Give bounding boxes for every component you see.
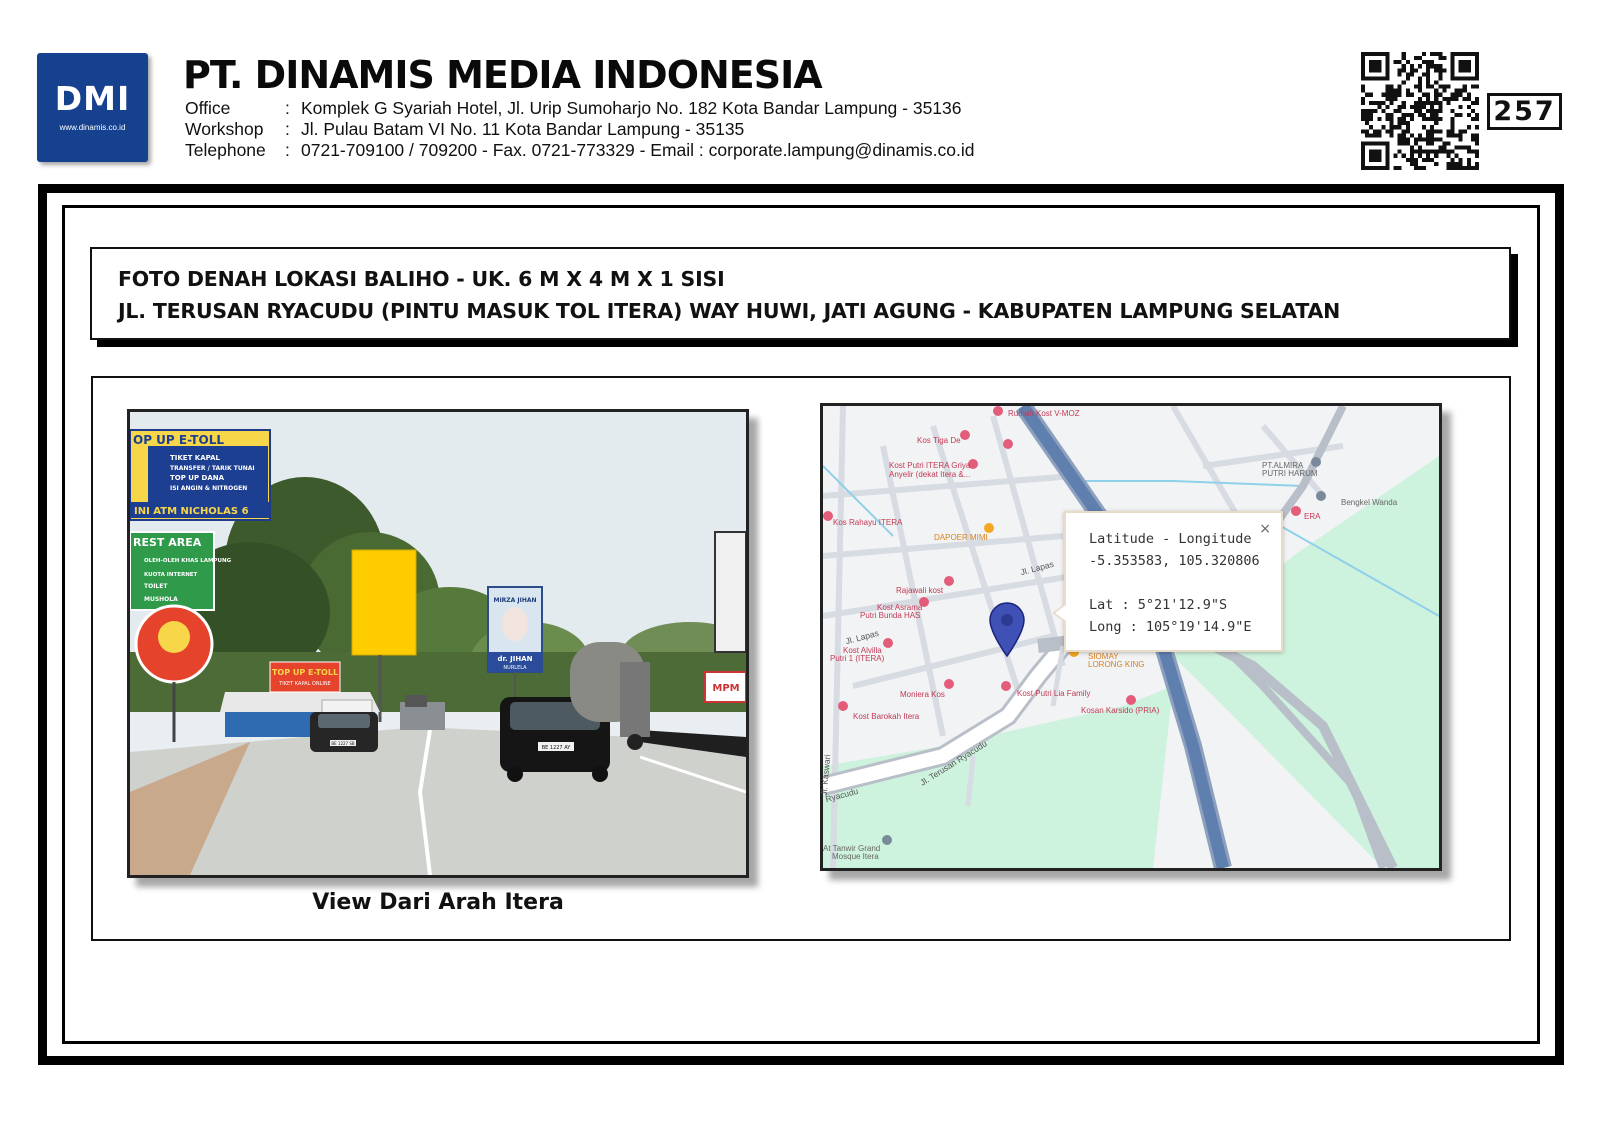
map-label: Rajawali kost [896, 586, 944, 595]
rest-area-line: MUSHOLA [144, 596, 178, 603]
logo-website: www.dinamis.co.id [59, 123, 126, 132]
map-label: ERA [1304, 512, 1321, 521]
road-label: Jl. Lapas [844, 627, 880, 647]
etoll-line: TOP UP DANA [170, 474, 225, 482]
contact-value: Komplek G Syariah Hotel, Jl. Urip Sumoharjo No. 182 Kota Bandar Lampung - 35136 [301, 98, 962, 118]
map-label: Kost Putri ITERA Griya [889, 461, 971, 470]
contact-row-workshop [185, 119, 974, 140]
road-label: Ryacudu [824, 785, 860, 805]
map-label: At Tanwir Grand [823, 844, 881, 853]
map-label: Mosque Itera [832, 852, 879, 861]
map-label: DAPOER MIMI [934, 533, 988, 542]
map-label: Kost Barokah Itera [853, 712, 920, 721]
map-label: Moniera Kos [900, 690, 945, 699]
kiosk-title: TOP UP E-TOLL [271, 668, 339, 677]
contact-row-office [185, 98, 974, 119]
map-label: Kosan Karsido (PRIA) [1081, 706, 1160, 715]
logo-text: DMI [54, 79, 131, 118]
rest-area-line: KUOTA INTERNET [144, 572, 198, 578]
rest-area-title: REST AREA [133, 536, 202, 549]
candidate-name: dr. JIHAN [497, 655, 533, 663]
map-label: Kos Tiga De [917, 436, 961, 445]
svg-text:MPM: MPM [712, 683, 740, 694]
location-photo [127, 409, 749, 878]
popup-coords: -5.353583, 105.320806 [1089, 553, 1260, 569]
title-box [90, 247, 1511, 340]
map-label: Rumah Kost V-MOZ [1008, 409, 1080, 418]
candidate-top-text: MIRZA JIHAN [493, 597, 537, 604]
coordinate-popup [1064, 511, 1283, 652]
kiosk-sign [270, 662, 340, 692]
etoll-line: TRANSFER / TARIK TUNAI [170, 465, 255, 472]
road-label: Jl. Terusan Ryacudu [918, 738, 989, 788]
map-label: Kos Rahayu ITERA [833, 518, 903, 527]
qr-code [1361, 52, 1479, 170]
road-label: Jl. Kaswari [818, 754, 833, 796]
car-plate: BE 1227 AY [541, 745, 571, 751]
photo-caption: View Dari Arah Itera [312, 890, 564, 915]
map-label: PT.ALMIRA [1262, 461, 1304, 470]
title-line-address: JL. TERUSAN RYACUDU (PINTU MASUK TOL ITERA) WAY HUWI, JATI AGUNG - KABUPATEN LAMPUNG SELATAN [118, 299, 1341, 323]
contact-block [185, 98, 974, 161]
kiosk-sub: TIKET KAPAL ONLINE [279, 681, 331, 687]
rest-area-line: OLEH-OLEH KHAS LAMPUNG [144, 558, 232, 564]
map-label: Putri 1 (ITERA) [830, 654, 885, 663]
popup-lat: Lat : 5°21'12.9"S [1089, 597, 1228, 613]
contact-separator: : [285, 119, 290, 139]
atm-text: INI ATM NICHOLAS 6 [134, 506, 249, 517]
contact-separator: : [285, 98, 290, 118]
candidate-sub: NURLELA [503, 665, 527, 671]
page-number: 257 [1487, 93, 1562, 130]
contact-label: Telephone [185, 140, 266, 160]
map-label: LORONG KING [1088, 660, 1145, 669]
popup-long: Long : 105°19'14.9"E [1089, 619, 1252, 635]
contact-separator: : [285, 140, 290, 160]
map-label: Kost Alvilla [843, 646, 882, 655]
map-label: Anyelir (dekat Itera &... [889, 470, 971, 479]
map-label: Kost Putri Lia Family [1017, 689, 1091, 698]
contact-label: Office [185, 98, 231, 118]
etoll-line: TIKET KAPAL [170, 454, 221, 462]
target-billboard [352, 550, 416, 655]
map-label: SIOMAY [1088, 652, 1119, 661]
road-label: Jl. Lapas [1019, 558, 1055, 578]
contact-label: Workshop [185, 119, 264, 139]
car-plate: BE 1227 SB [331, 741, 355, 746]
map-label: Kost Asrama [877, 603, 923, 612]
map-label: PUTRI HARUM [1262, 469, 1318, 478]
company-name: PT. DINAMIS MEDIA INDONESIA [183, 53, 822, 97]
map-label: Bengkel Wanda [1341, 498, 1398, 507]
contact-value: Jl. Pulau Batam VI No. 11 Kota Bandar Lampung - 35135 [301, 119, 745, 139]
car-small [310, 712, 378, 752]
title-line-size: FOTO DENAH LOKASI BALIHO - UK. 6 M X 4 M X 1 SISI [118, 267, 725, 291]
contact-row-telephone [185, 140, 974, 161]
etoll-title: OP UP E-TOLL [133, 433, 224, 447]
contact-value: 0721-709100 / 709200 - Fax. 0721-773329 - Email : corporate.lampung@dinamis.co.id [301, 140, 975, 160]
rest-area-line: TOILET [144, 583, 168, 590]
close-icon[interactable]: × [1259, 521, 1271, 537]
etoll-line: ISI ANGIN & NITROGEN [170, 485, 248, 492]
map-label: Putri Bunda HAS [860, 611, 921, 620]
popup-title: Latitude - Longitude [1089, 531, 1252, 547]
company-logo [37, 53, 148, 162]
